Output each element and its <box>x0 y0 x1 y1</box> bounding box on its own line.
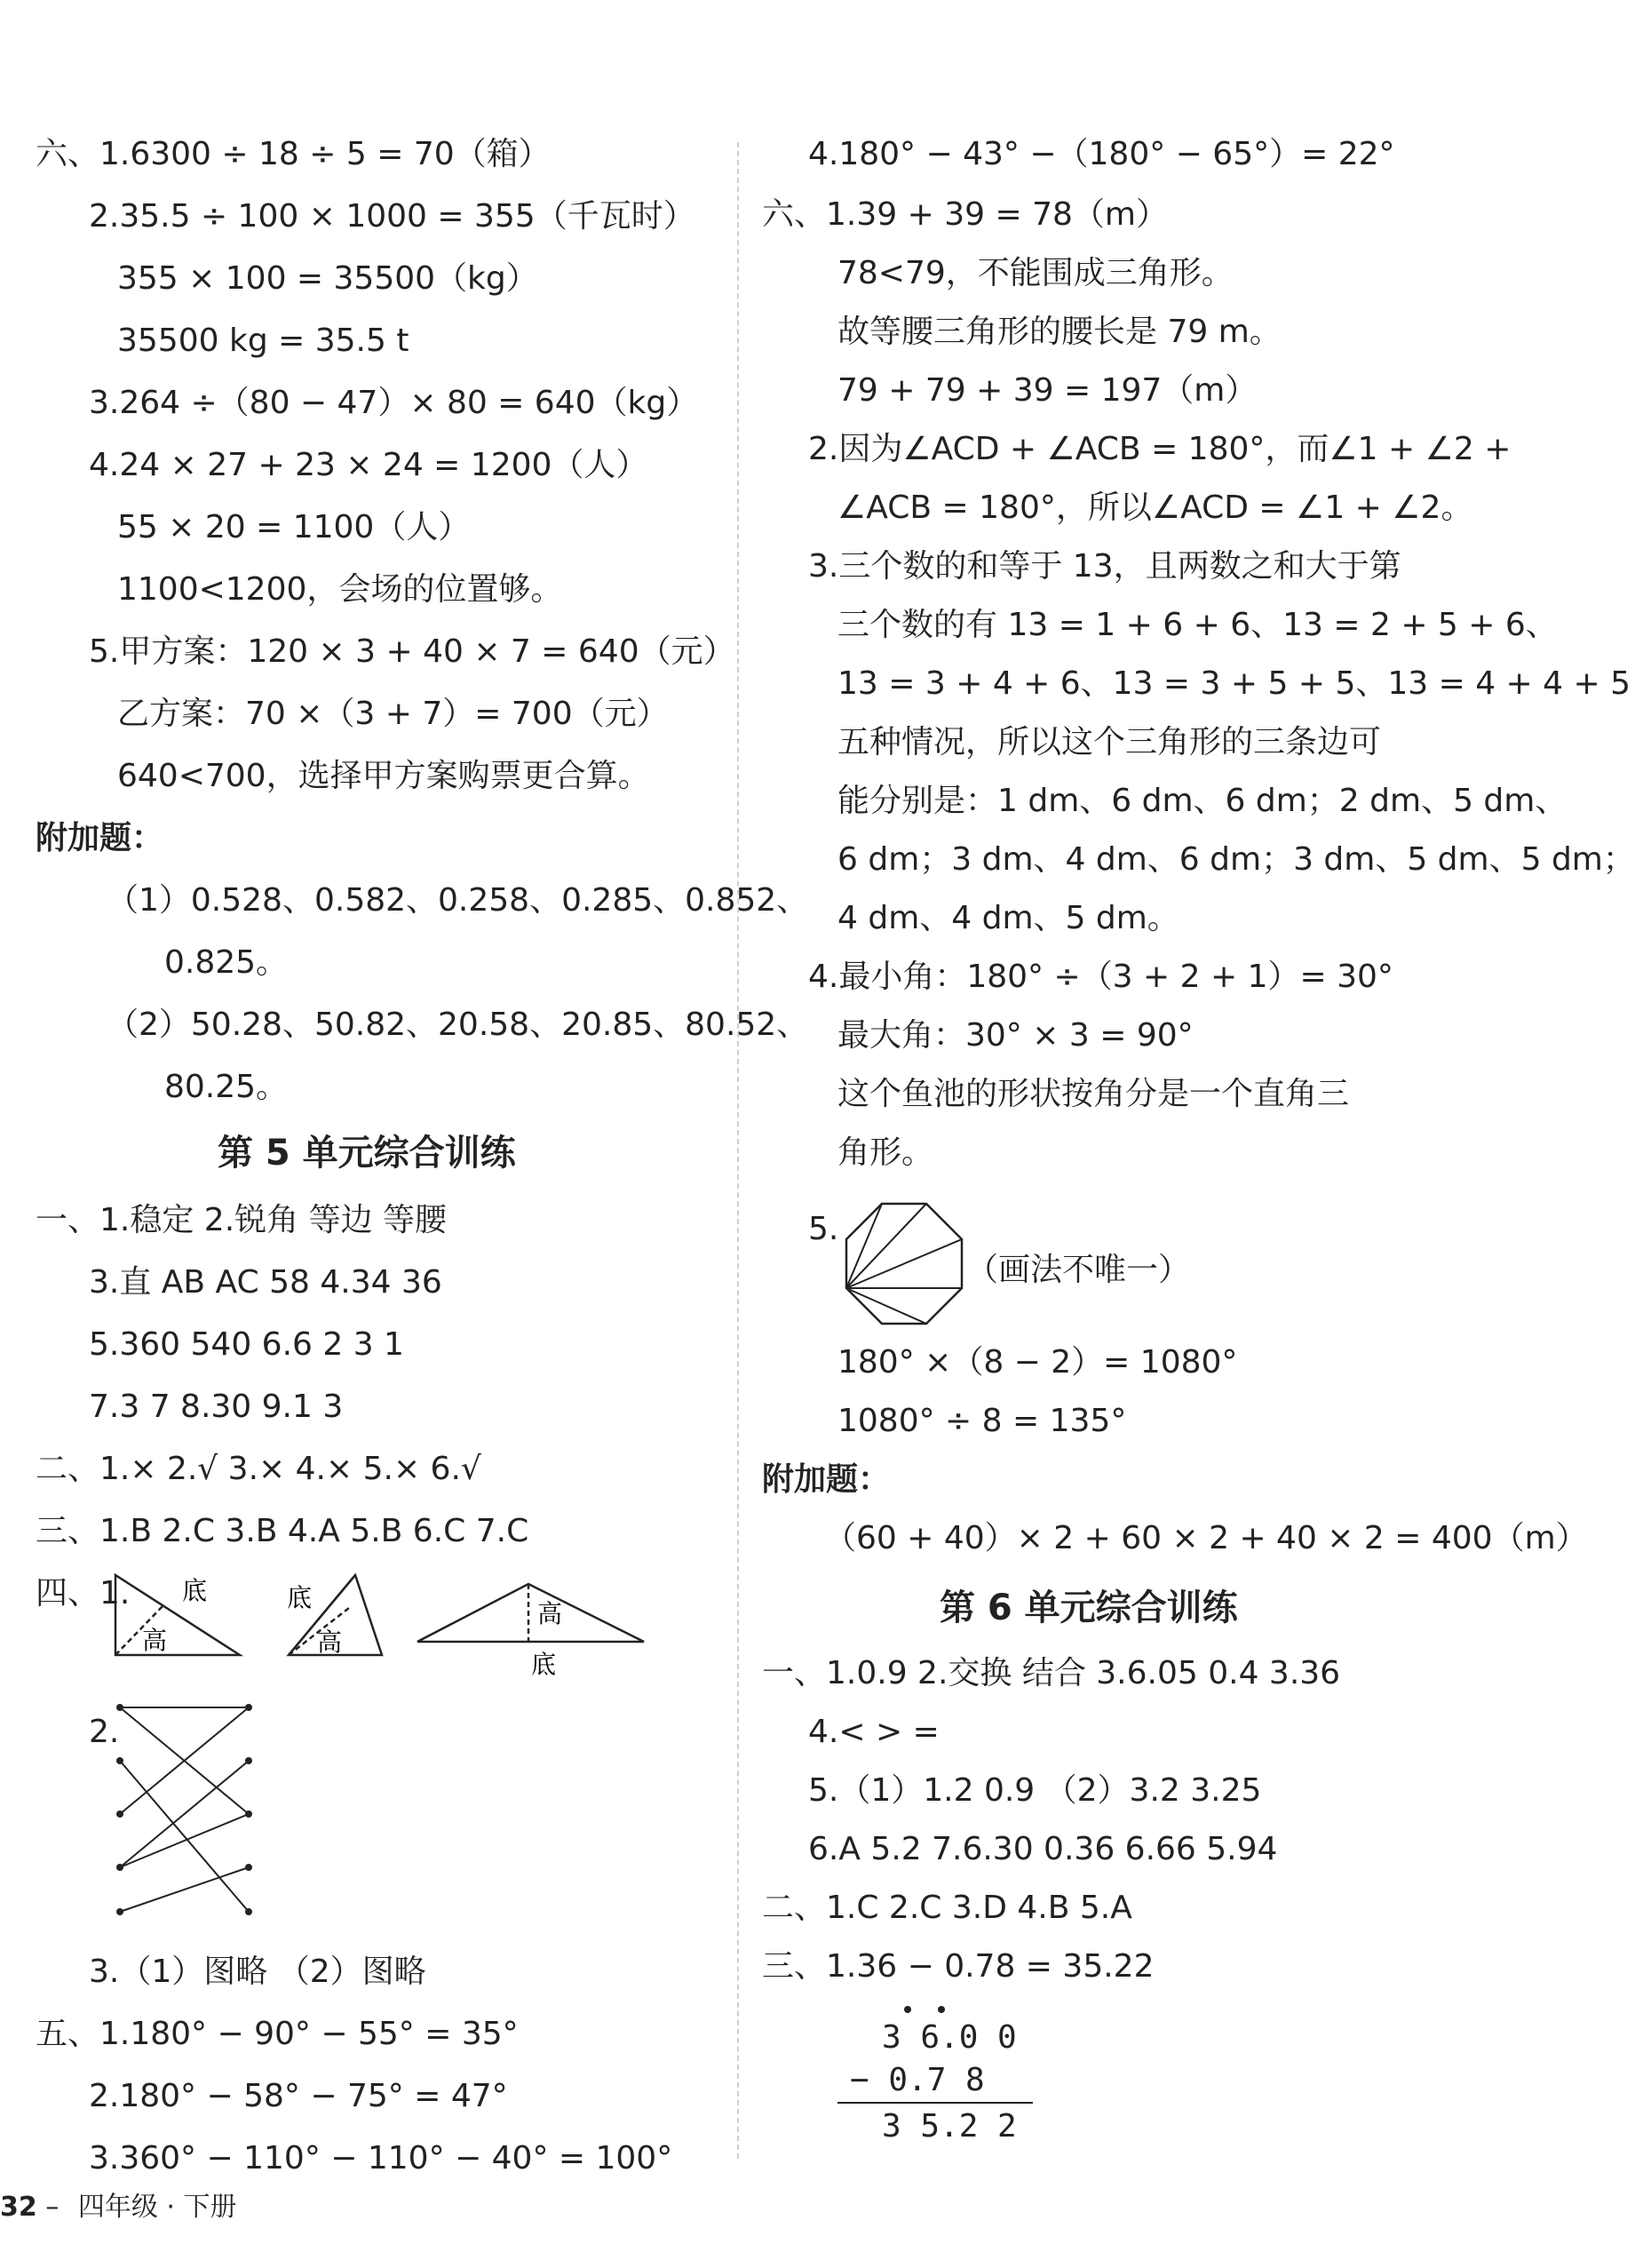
answer-line: 180° ×（8 − 2）= 1080° <box>837 1344 1238 1381</box>
answer-line: 5.甲方案：120 × 3 + 40 × 7 = 640（元） <box>89 633 735 670</box>
tri-label: 高 <box>142 1626 168 1655</box>
matching-lines-figure <box>111 1699 262 1921</box>
answer-line: 2.因为∠ACD + ∠ACB = 180°，而∠1 + ∠2 + <box>808 431 1512 467</box>
page-number: 32 <box>0 2192 37 2223</box>
answer-line: 80.25。 <box>164 1069 289 1105</box>
answer-line: 三、1.B 2.C 3.B 4.A 5.B 6.C 7.C <box>36 1513 529 1549</box>
page-footer <box>0 2190 236 2225</box>
answer-line: ∠ACB = 180°，所以∠ACD = ∠1 + ∠2。 <box>837 489 1473 526</box>
answer-line: 7.3 7 8.30 9.1 3 <box>89 1389 344 1425</box>
tri-label: 底 <box>182 1576 208 1605</box>
triangle-3 <box>417 1584 644 1642</box>
answer-line: 5.（1）1.2 0.9 （2）3.2 3.25 <box>808 1772 1262 1809</box>
tri-label: 高 <box>317 1627 343 1657</box>
grade-label: 四年级 · 下册 <box>77 2192 237 2223</box>
answer-line: 78<79，不能围成三角形。 <box>837 255 1234 291</box>
bonus-heading: 附加题： <box>762 1461 891 1498</box>
answer-line: 3.360° − 110° − 110° − 40° = 100° <box>89 2140 673 2176</box>
tri-label: 高 <box>537 1599 563 1628</box>
footer-dash: – <box>45 2192 67 2223</box>
triangle-1 <box>115 1575 240 1655</box>
answer-line: 一、1.稳定 2.锐角 等边 等腰 <box>36 1202 448 1238</box>
answer-line: 5. <box>808 1211 839 1247</box>
answer-line: 这个鱼池的形状按角分是一个直角三 <box>837 1076 1350 1112</box>
answer-line: 3.264 ÷（80 − 47）× 80 = 640（kg） <box>89 385 699 421</box>
answer-line: 故等腰三角形的腰长是 79 m。 <box>837 314 1282 350</box>
answer-line: 4.最小角：180° ÷（3 + 2 + 1）= 30° <box>808 959 1393 995</box>
column-divider <box>737 142 739 2159</box>
answer-line: 6 dm；3 dm、4 dm、6 dm；3 dm、5 dm、5 dm； <box>837 841 1635 878</box>
answer-line: 5.360 540 6.6 2 3 1 <box>89 1326 404 1363</box>
answer-line: 3.直 AB AC 58 4.34 36 <box>89 1264 442 1301</box>
answer-line: 四、1. <box>36 1575 131 1611</box>
answer-line: 1080° ÷ 8 = 135° <box>837 1403 1127 1439</box>
answer-line: 二、1.× 2.√ 3.× 4.× 5.× 6.√ <box>36 1451 481 1487</box>
calc-row-minuend: 3 6.0 0 <box>882 2019 1017 2056</box>
answer-line: 2.180° − 58° − 75° = 47° <box>89 2078 508 2114</box>
answer-line: 640<700，选择甲方案购票更合算。 <box>117 758 650 794</box>
answer-line: 五、1.180° − 90° − 55° = 35° <box>36 2016 519 2052</box>
answer-line: 3.（1）图略 （2）图略 <box>89 1954 426 1990</box>
vertical-calculation <box>837 2006 1042 2148</box>
answer-line: 最大角：30° × 3 = 90° <box>837 1017 1194 1054</box>
answer-line: 一、1.0.9 2.交换 结合 3.6.05 0.4 3.36 <box>762 1655 1341 1691</box>
answer-line: 角形。 <box>837 1134 934 1171</box>
answer-line: 35500 kg = 35.5 t <box>117 322 409 359</box>
answer-line: 能分别是：1 dm、6 dm、6 dm；2 dm、5 dm、 <box>837 783 1568 819</box>
answer-line: 1100<1200，会场的位置够。 <box>117 571 563 608</box>
answer-line: 二、1.C 2.C 3.D 4.B 5.A <box>762 1890 1132 1926</box>
answer-line: （2）50.28、50.82、20.58、20.85、80.52、 <box>107 1007 809 1043</box>
unit5-heading: 第 5 单元综合训练 <box>218 1133 516 1174</box>
tri-label: 底 <box>287 1583 313 1612</box>
triangle-heights-figure <box>111 1571 662 1677</box>
calc-row-subtrahend: − 0.7 8 <box>850 2062 985 2098</box>
answer-line: 4.180° − 43° −（180° − 65°）= 22° <box>808 136 1395 172</box>
answer-line: 79 + 79 + 39 = 197（m） <box>837 372 1258 409</box>
answer-line: 三个数的有 13 = 1 + 6 + 6、13 = 2 + 5 + 6、 <box>837 607 1558 643</box>
calc-rule <box>837 2102 1033 2104</box>
calc-row-result: 3 5.2 2 <box>882 2108 1017 2145</box>
answer-line: 13 = 3 + 4 + 6、13 = 3 + 5 + 5、13 = 4 + 4 + 5 <box>837 665 1631 702</box>
answer-line: 0.825。 <box>164 944 289 981</box>
answer-line: 六、1.39 + 39 = 78（m） <box>762 196 1168 233</box>
answer-line: 4 dm、4 dm、5 dm。 <box>837 900 1179 936</box>
answer-line: 2.35.5 ÷ 100 × 1000 = 355（千瓦时） <box>89 198 695 235</box>
answer-line: （1）0.528、0.582、0.258、0.285、0.852、 <box>107 882 809 919</box>
answer-line: 3.三个数的和等于 13，且两数之和大于第 <box>808 548 1401 585</box>
bonus-heading: 附加题： <box>36 820 164 856</box>
octagon-figure <box>837 1199 971 1333</box>
answer-line: 355 × 100 = 35500（kg） <box>117 260 538 297</box>
answer-line: 三、1.36 − 0.78 = 35.22 <box>762 1948 1155 1985</box>
answer-line: 6.A 5.2 7.6.30 0.36 6.66 5.94 <box>808 1831 1278 1867</box>
answer-line: 4.24 × 27 + 23 × 24 = 1200（人） <box>89 447 648 483</box>
answer-line: 五种情况，所以这个三角形的三条边可 <box>837 724 1382 760</box>
answer-line: 55 × 20 = 1100（人） <box>117 509 471 545</box>
tri-label: 底 <box>531 1650 557 1679</box>
unit6-heading: 第 6 单元综合训练 <box>940 1588 1238 1628</box>
carry-dot <box>904 2006 911 2013</box>
carry-dot <box>938 2006 945 2013</box>
answer-line: 4.< > = <box>808 1714 940 1750</box>
answer-line: （60 + 40）× 2 + 60 × 2 + 40 × 2 = 400（m） <box>824 1520 1588 1556</box>
answer-line: （画法不唯一） <box>966 1252 1191 1288</box>
answer-line: 六、1.6300 ÷ 18 ÷ 5 = 70（箱） <box>36 136 551 172</box>
answer-line: 乙方案：70 ×（3 + 7）= 700（元） <box>117 696 669 732</box>
answer-line: 2. <box>89 1714 120 1750</box>
